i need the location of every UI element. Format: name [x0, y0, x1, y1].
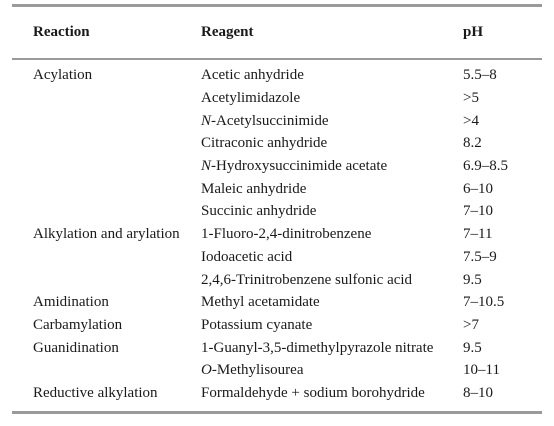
cell-ph: 6–10 — [463, 181, 493, 197]
cell-ph: 10–11 — [463, 362, 500, 378]
reagent-name: 1-Fluoro-2,4-dinitrobenzene — [201, 226, 372, 242]
reagent-name: Methyl acetamidate — [201, 294, 320, 310]
cell-reaction: Alkylation and arylation — [33, 226, 180, 242]
reagent-italic-prefix: N — [201, 158, 212, 174]
cell-ph: 5.5–8 — [463, 67, 497, 83]
header-reaction: Reaction — [33, 24, 90, 40]
header-reagent: Reagent — [201, 24, 254, 40]
reagent-name: Iodoacetic acid — [201, 249, 293, 265]
cell-reagent — [201, 316, 312, 334]
cell-reagent — [201, 112, 328, 130]
table-top-rule — [12, 4, 542, 7]
cell-reagent — [201, 339, 433, 357]
table-header-rule — [12, 58, 542, 60]
cell-ph: >4 — [463, 113, 479, 129]
cell-ph: 6.9–8.5 — [463, 158, 508, 174]
cell-reagent — [201, 384, 425, 402]
reagent-italic-prefix: O — [201, 362, 212, 378]
cell-ph: >5 — [463, 90, 479, 106]
cell-reagent — [201, 134, 327, 152]
cell-reagent — [201, 293, 320, 311]
cell-ph: 8.2 — [463, 135, 482, 151]
reagent-name: -Methylisourea — [211, 362, 304, 378]
cell-reagent — [201, 271, 412, 289]
cell-ph: 8–10 — [463, 385, 493, 401]
reagent-name: -Hydroxysuccinimide acetate — [211, 158, 388, 174]
header-ph: pH — [463, 24, 484, 40]
cell-reaction: Carbamylation — [33, 317, 123, 333]
reagent-name: Citraconic anhydride — [201, 135, 328, 151]
cell-reagent — [201, 66, 304, 84]
cell-ph: 9.5 — [463, 272, 482, 288]
reagent-name: Acetic anhydride — [201, 67, 304, 83]
cell-ph: 7–11 — [463, 226, 493, 242]
reagent-name: 1-Guanyl-3,5-dimethylpyrazole nitrate — [201, 340, 434, 356]
reagent-name: 2,4,6-Trinitrobenzene sulfonic acid — [201, 272, 413, 288]
table-bottom-rule — [12, 411, 542, 414]
cell-reaction: Reductive alkylation — [33, 385, 158, 401]
cell-reagent — [201, 89, 300, 107]
cell-reaction: Amidination — [33, 294, 109, 310]
reagent-name: -Acetylsuccinimide — [211, 113, 329, 129]
cell-reaction: Acylation — [33, 67, 93, 83]
cell-reaction: Guanidination — [33, 340, 119, 356]
cell-reagent — [201, 225, 371, 243]
cell-ph: >7 — [463, 317, 479, 333]
cell-reagent — [201, 157, 387, 175]
reagent-name: Succinic anhydride — [201, 203, 317, 219]
cell-reagent — [201, 248, 292, 266]
cell-reagent — [201, 361, 303, 379]
cell-ph: 7–10.5 — [463, 294, 505, 310]
cell-reagent — [201, 180, 306, 198]
reagent-italic-prefix: N — [201, 113, 212, 129]
cell-ph: 7.5–9 — [463, 249, 497, 265]
cell-ph: 9.5 — [463, 340, 482, 356]
cell-ph: 7–10 — [463, 203, 493, 219]
reagent-name: Formaldehyde + sodium borohydride — [201, 385, 425, 401]
reagent-name: Maleic anhydride — [201, 181, 307, 197]
reagent-name: Potassium cyanate — [201, 317, 313, 333]
cell-reagent — [201, 202, 316, 220]
reagent-name: Acetylimidazole — [201, 90, 301, 106]
